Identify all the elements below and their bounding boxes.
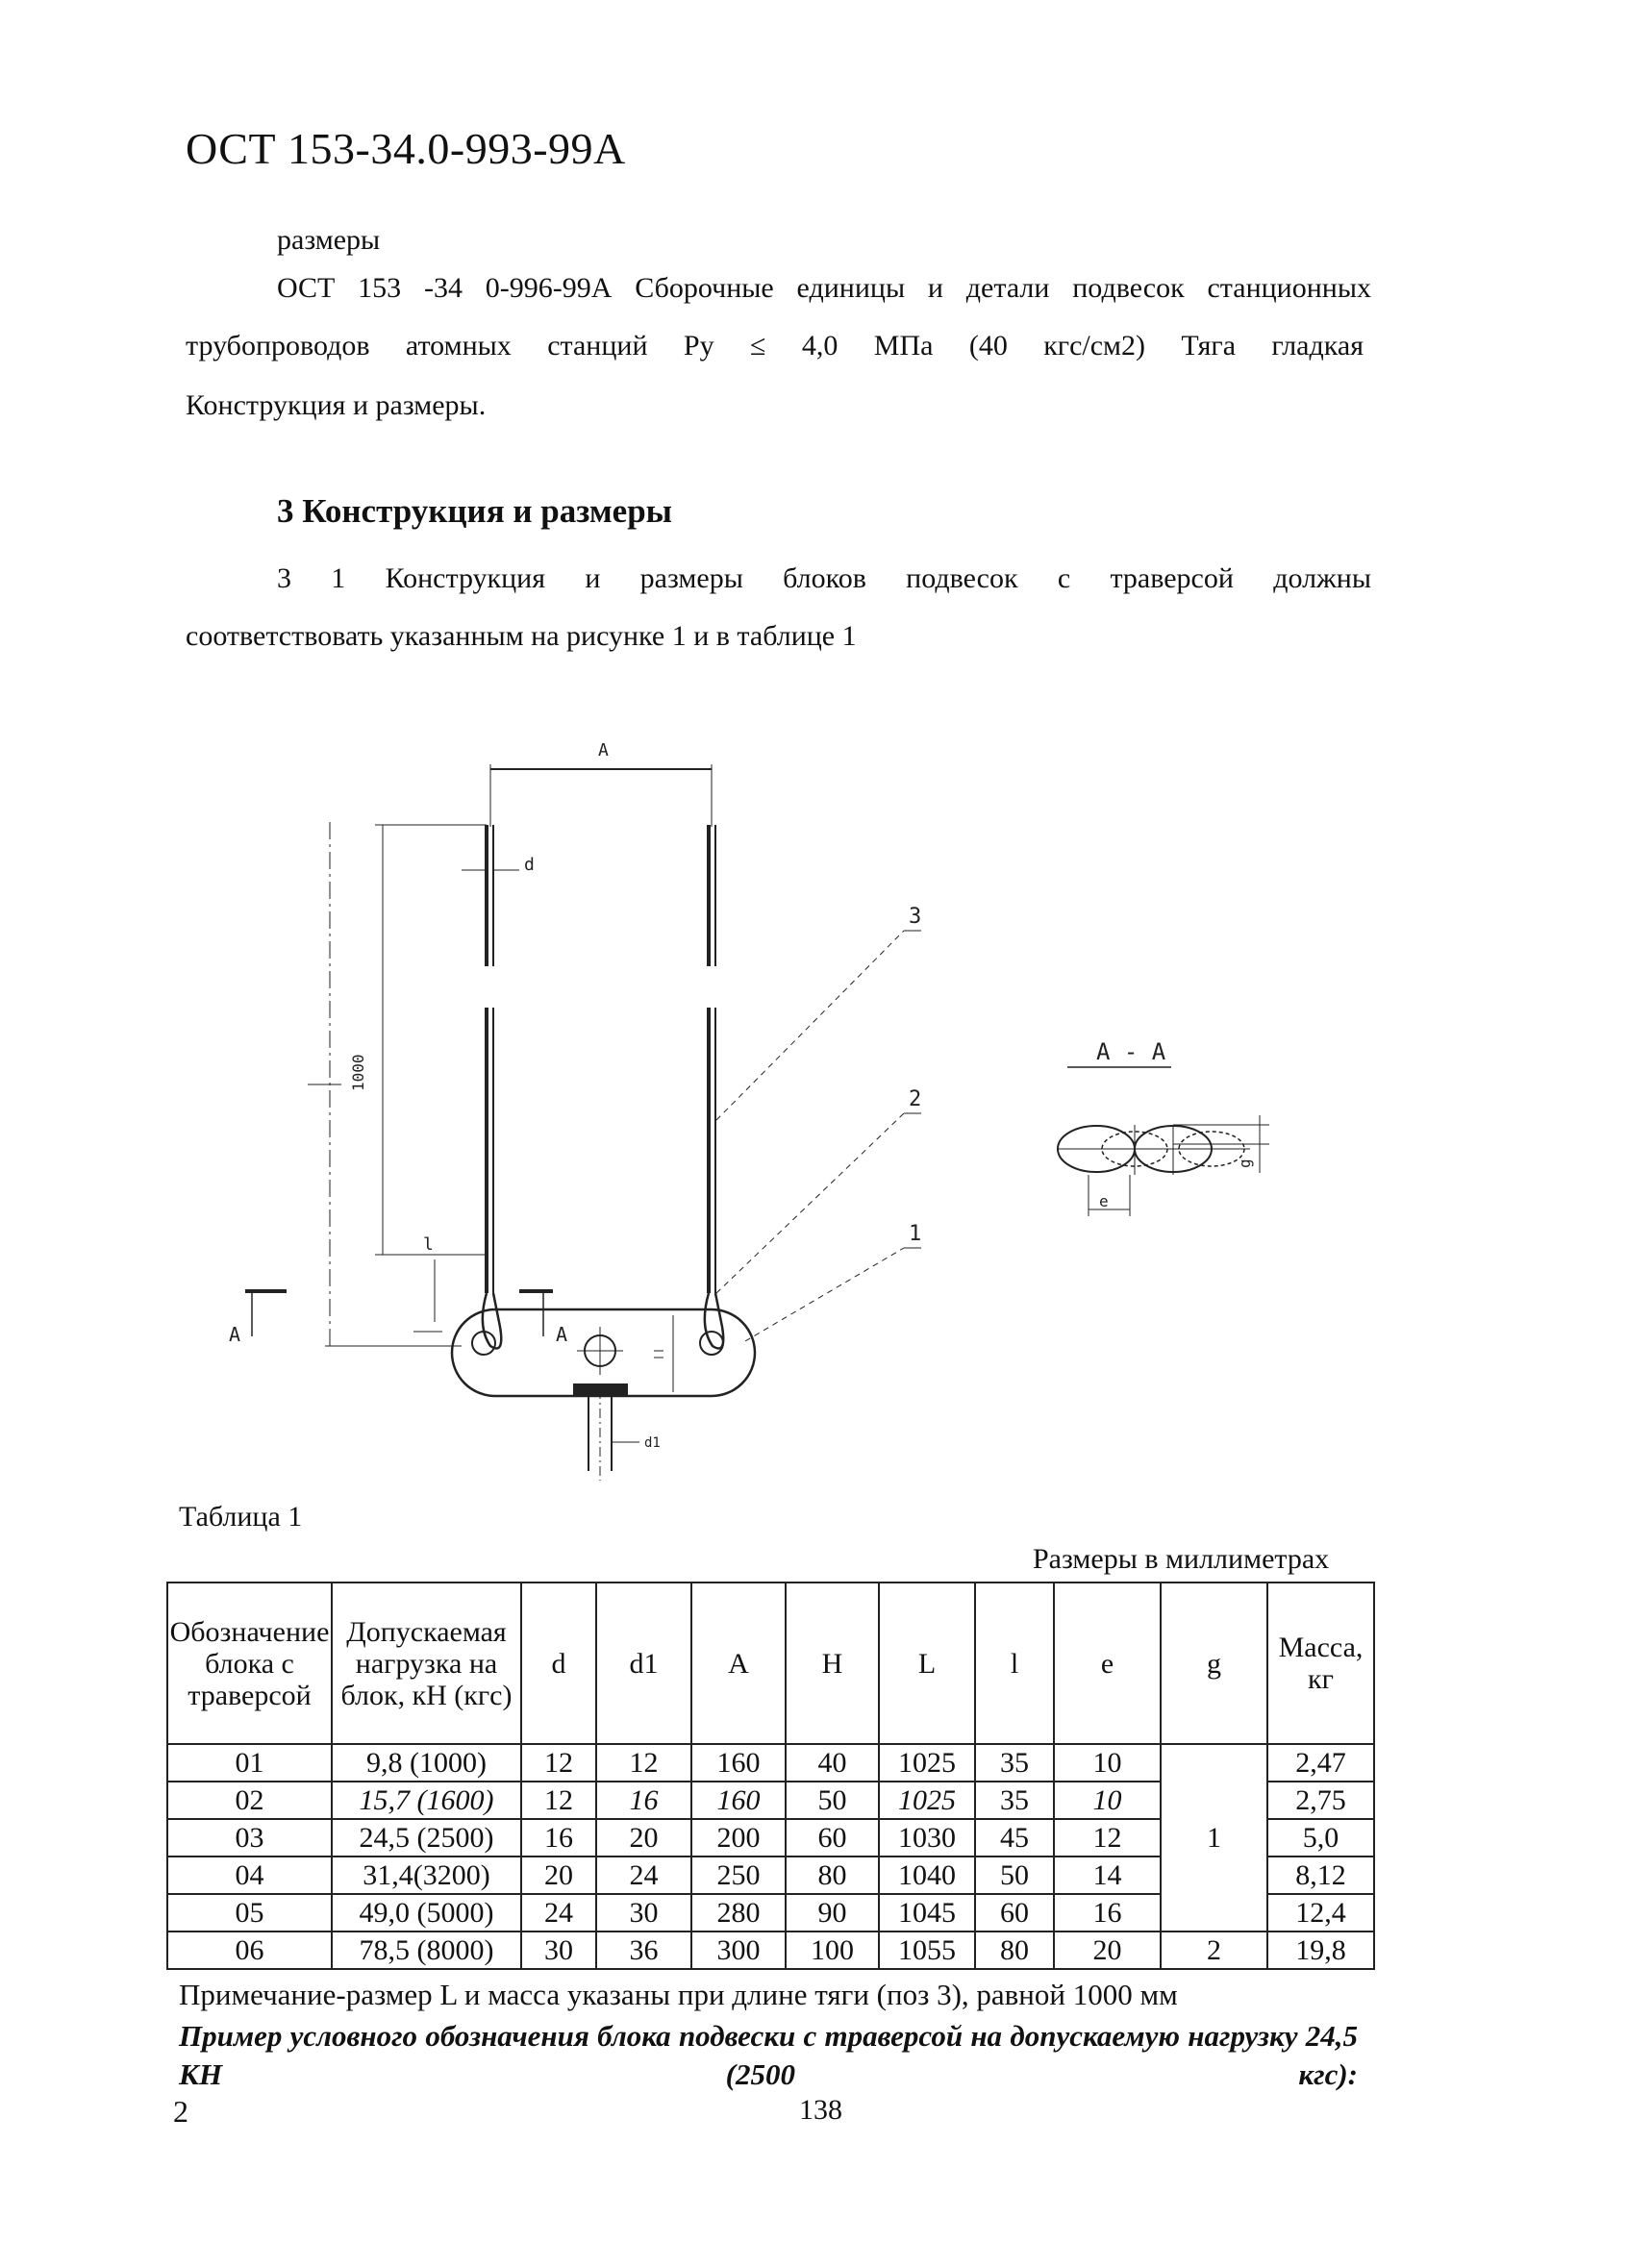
header-cell: d1 bbox=[596, 1583, 691, 1744]
footer-left-number: 2 bbox=[173, 2094, 188, 2129]
cell: 12 bbox=[1054, 1819, 1161, 1857]
table-header-row bbox=[167, 1583, 1374, 1744]
cut-plane-label-left: А bbox=[229, 1323, 241, 1346]
cell: 1030 bbox=[879, 1819, 975, 1857]
cell: 12,4 bbox=[1267, 1894, 1374, 1932]
cell: 24 bbox=[521, 1894, 596, 1932]
dim-d1-label: d1 bbox=[644, 1435, 661, 1451]
cell: 06 bbox=[167, 1932, 332, 1969]
cell: 49,0 (5000) bbox=[332, 1894, 521, 1932]
table-row bbox=[167, 1932, 1374, 1969]
cell: 05 bbox=[167, 1894, 332, 1932]
dim-d-label: d bbox=[524, 855, 535, 875]
cell: 10 bbox=[1054, 1782, 1161, 1819]
cell: 03 bbox=[167, 1819, 332, 1857]
designation-example: Пример условного обозначения блока подвески с траверсой на допускаемую нагрузку 24,5 КН (2500 кгс): bbox=[179, 2019, 1358, 2092]
cell: 16 bbox=[596, 1782, 691, 1819]
cell: 90 bbox=[786, 1894, 879, 1932]
page-number: 138 bbox=[799, 2094, 842, 2126]
cell: 24 bbox=[596, 1857, 691, 1894]
cell: 280 bbox=[691, 1894, 786, 1932]
cell: 16 bbox=[1054, 1894, 1161, 1932]
cell: 2,75 bbox=[1267, 1782, 1374, 1819]
cell: 10 bbox=[1054, 1744, 1161, 1782]
cell: 50 bbox=[786, 1782, 879, 1819]
header-cell: е bbox=[1054, 1583, 1161, 1744]
ref-line: размеры bbox=[277, 224, 381, 256]
cell: 36 bbox=[596, 1932, 691, 1969]
cell: 1025 bbox=[879, 1744, 975, 1782]
table-row bbox=[167, 1744, 1374, 1782]
cell: 1025 bbox=[879, 1782, 975, 1819]
cell: 1045 bbox=[879, 1894, 975, 1932]
ref-line: Конструкция и размеры. bbox=[186, 389, 487, 421]
document-code: ОСТ 153-34.0-993-99А bbox=[186, 124, 626, 173]
cell: 19,8 bbox=[1267, 1932, 1374, 1969]
dim-1000-label: 1000 bbox=[349, 1054, 367, 1091]
cell: 12 bbox=[521, 1782, 596, 1819]
cell: 20 bbox=[1054, 1932, 1161, 1969]
cell: 30 bbox=[521, 1932, 596, 1969]
cell: 12 bbox=[521, 1744, 596, 1782]
section-a-a-label: А - А bbox=[1096, 1038, 1166, 1065]
cell: 80 bbox=[975, 1932, 1054, 1969]
dimensions-table bbox=[166, 1582, 1375, 1970]
section-heading: 3 Конструкция и размеры bbox=[277, 492, 673, 530]
cell: 160 bbox=[691, 1782, 786, 1819]
cell: 5,0 bbox=[1267, 1819, 1374, 1857]
cut-plane-label-right: А bbox=[556, 1323, 568, 1346]
cell: 250 bbox=[691, 1857, 786, 1894]
ref-line: ОСТ 153 -34 0-996-99А Сборочные единицы и детали подвесок станционных bbox=[277, 272, 1371, 304]
header-cell: L bbox=[879, 1583, 975, 1744]
cell: 8,12 bbox=[1267, 1857, 1374, 1894]
cell: 14 bbox=[1054, 1857, 1161, 1894]
header-cell: l bbox=[975, 1583, 1054, 1744]
header-cell: Допускаемая нагрузка на блок, кН (кгс) bbox=[332, 1583, 521, 1744]
position-1-label: 1 bbox=[909, 1222, 922, 1246]
dim-g-label: g bbox=[1236, 1159, 1254, 1168]
cell: 16 bbox=[521, 1819, 596, 1857]
dim-l-label: l bbox=[423, 1234, 434, 1255]
cell: 15,7 (1600) bbox=[332, 1782, 521, 1819]
cell: 80 bbox=[786, 1857, 879, 1894]
table-caption: Таблица 1 bbox=[179, 1501, 303, 1533]
cell: 160 bbox=[691, 1744, 786, 1782]
paragraph-line: соответствовать указанным на рисунке 1 и в таблице 1 bbox=[186, 620, 857, 652]
merged-g-cell: 1 bbox=[1161, 1744, 1267, 1932]
header-cell: g bbox=[1161, 1583, 1267, 1744]
cell: 1055 bbox=[879, 1932, 975, 1969]
cell: 30 bbox=[596, 1894, 691, 1932]
cell: 300 bbox=[691, 1932, 786, 1969]
dim-a-label: А bbox=[598, 740, 609, 760]
cell: 31,4(3200) bbox=[332, 1857, 521, 1894]
cell: 20 bbox=[596, 1819, 691, 1857]
cell: 2,47 bbox=[1267, 1744, 1374, 1782]
header-cell: d bbox=[521, 1583, 596, 1744]
cell: 01 bbox=[167, 1744, 332, 1782]
cell: 1040 bbox=[879, 1857, 975, 1894]
cell: 20 bbox=[521, 1857, 596, 1894]
cell: 100 bbox=[786, 1932, 879, 1969]
cell: 50 bbox=[975, 1857, 1054, 1894]
cell: 2 bbox=[1161, 1932, 1267, 1969]
cell: 02 bbox=[167, 1782, 332, 1819]
cell: 35 bbox=[975, 1782, 1054, 1819]
cell: 200 bbox=[691, 1819, 786, 1857]
cell: 35 bbox=[975, 1744, 1054, 1782]
cell: 60 bbox=[975, 1894, 1054, 1932]
cell: 9,8 (1000) bbox=[332, 1744, 521, 1782]
table-units: Размеры в миллиметрах bbox=[1033, 1543, 1330, 1575]
header-cell: Масса, кг bbox=[1267, 1583, 1374, 1744]
header-cell: Н bbox=[786, 1583, 879, 1744]
ref-line: трубопроводов атомных станций Ру ≤ 4,0 МПа (40 кгс/см2) Тяга гладкая bbox=[186, 330, 1364, 361]
header-cell: А bbox=[691, 1583, 786, 1744]
cell: 60 bbox=[786, 1819, 879, 1857]
cell: 24,5 (2500) bbox=[332, 1819, 521, 1857]
table-note: Примечание-размер L и масса указаны при длине тяги (поз 3), равной 1000 мм bbox=[179, 1978, 1178, 2011]
header-cell: Обозначение блока с траверсой bbox=[167, 1583, 332, 1744]
dim-e-label: е bbox=[1099, 1192, 1109, 1210]
position-3-label: 3 bbox=[909, 905, 922, 929]
cell: 78,5 (8000) bbox=[332, 1932, 521, 1969]
cell: 45 bbox=[975, 1819, 1054, 1857]
cell: 40 bbox=[786, 1744, 879, 1782]
cell: 04 bbox=[167, 1857, 332, 1894]
paragraph-line: 3 1 Конструкция и размеры блоков подвесок с траверсой должны bbox=[277, 562, 1371, 594]
position-2-label: 2 bbox=[909, 1087, 922, 1111]
cell: 12 bbox=[596, 1744, 691, 1782]
